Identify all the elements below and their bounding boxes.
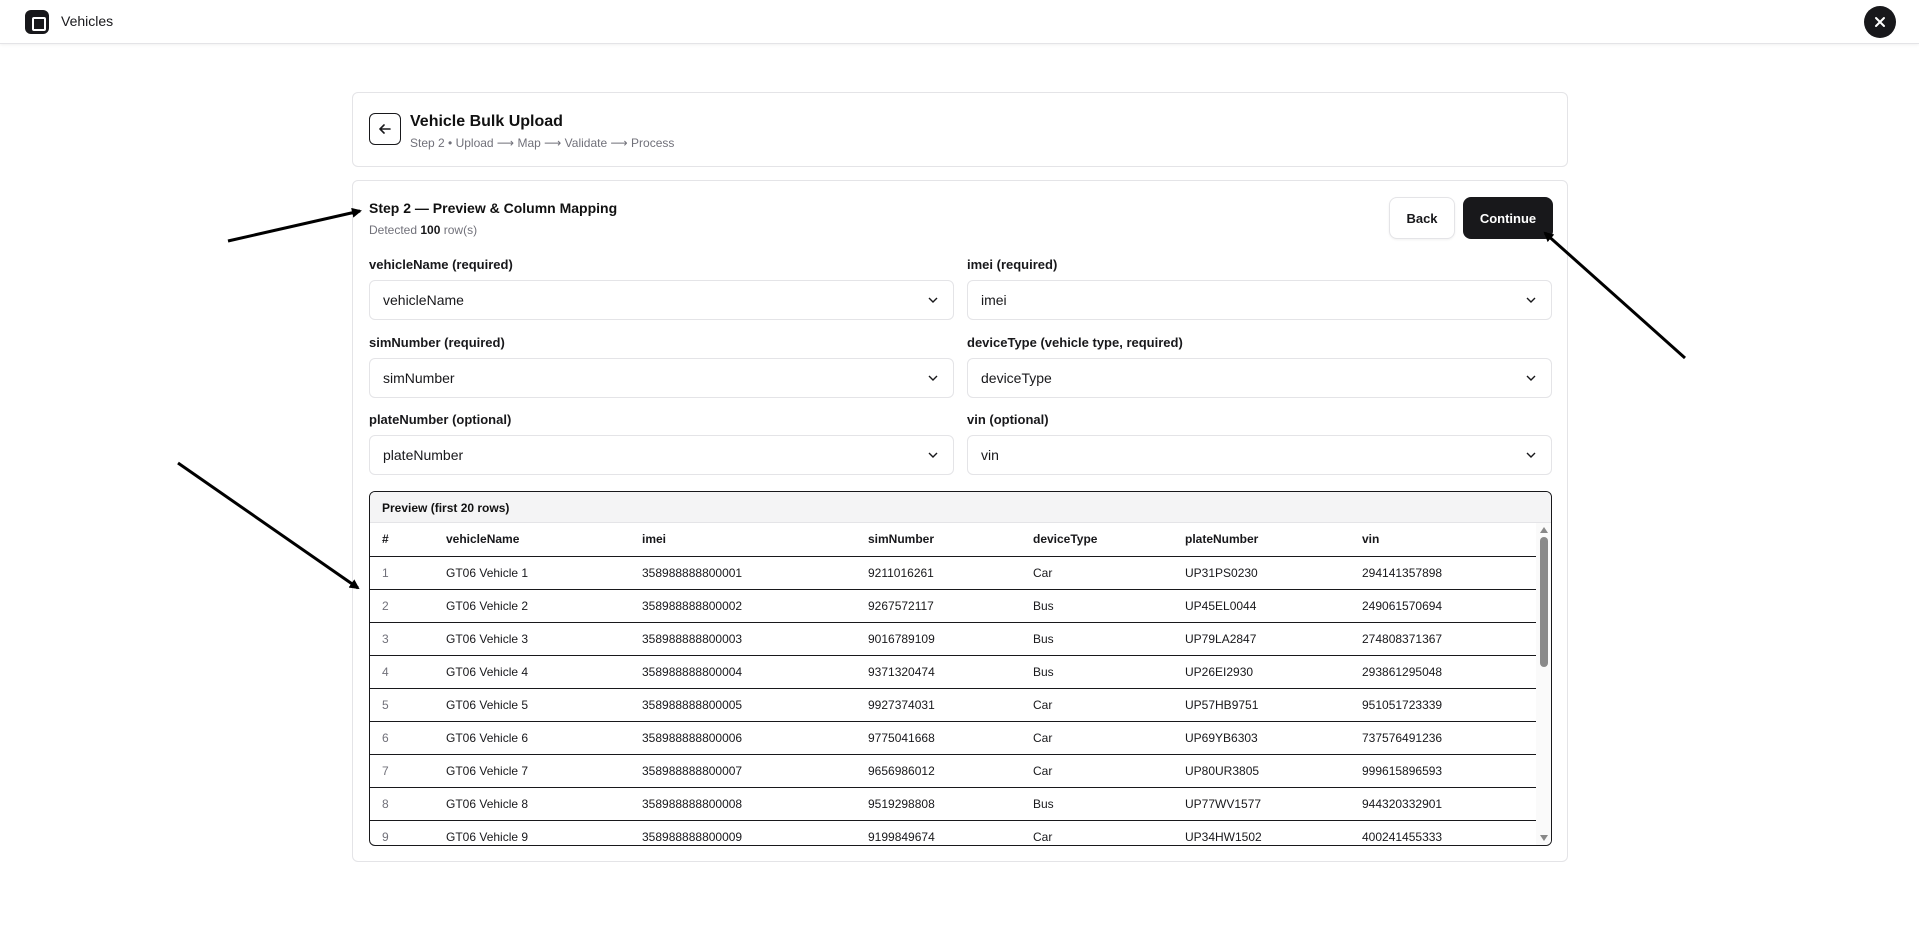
- table-cell: 9519298808: [856, 787, 1021, 820]
- table-cell: 249061570694: [1350, 589, 1536, 622]
- row-index-cell: 7: [370, 754, 434, 787]
- table-cell: GT06 Vehicle 6: [434, 721, 630, 754]
- mapping-card: [352, 180, 1568, 862]
- table-cell: 358988888800006: [630, 721, 856, 754]
- table-cell: 9775041668: [856, 721, 1021, 754]
- preview-header: [370, 492, 1551, 523]
- table-row: [370, 622, 1536, 655]
- field-label-simnumber: simNumber (required): [369, 335, 505, 350]
- chevron-down-icon: [1525, 449, 1537, 461]
- close-button[interactable]: [1864, 6, 1896, 38]
- field-label-vin: vin (optional): [967, 412, 1049, 427]
- table-cell: GT06 Vehicle 7: [434, 754, 630, 787]
- field-label-platenumber: plateNumber (optional): [369, 412, 512, 427]
- close-icon: [1874, 16, 1886, 28]
- table-cell: 9199849674: [856, 820, 1021, 845]
- preview-panel: [369, 491, 1552, 846]
- table-cell: UP26EI2930: [1173, 655, 1350, 688]
- table-row: [370, 787, 1536, 820]
- table-cell: 737576491236: [1350, 721, 1536, 754]
- table-cell: GT06 Vehicle 8: [434, 787, 630, 820]
- row-index-cell: 6: [370, 721, 434, 754]
- select-value: deviceType: [981, 370, 1052, 386]
- table-cell: 9927374031: [856, 688, 1021, 721]
- preview-title: Preview (first 20 rows): [382, 501, 510, 515]
- detected-prefix: Detected: [369, 223, 418, 237]
- table-cell: 358988888800009: [630, 820, 856, 845]
- row-index-cell: 5: [370, 688, 434, 721]
- table-cell: UP57HB9751: [1173, 688, 1350, 721]
- app-title: Vehicles: [61, 13, 114, 29]
- row-index-cell: 2: [370, 589, 434, 622]
- page-title: Vehicle Bulk Upload: [410, 113, 563, 130]
- scrollbar[interactable]: [1536, 523, 1552, 845]
- column-header: plateNumber: [1173, 523, 1350, 556]
- arrow-to-step-title: [228, 211, 360, 241]
- back-arrow-button[interactable]: [369, 113, 401, 145]
- arrow-left-icon: [378, 122, 392, 136]
- continue-button[interactable]: Continue: [1463, 197, 1553, 239]
- select-value: vehicleName: [383, 292, 464, 308]
- table-cell: 358988888800005: [630, 688, 856, 721]
- select-vin[interactable]: [967, 435, 1552, 475]
- table-row: [370, 655, 1536, 688]
- table-cell: Car: [1021, 688, 1173, 721]
- table-cell: 9267572117: [856, 589, 1021, 622]
- table-cell: 358988888800007: [630, 754, 856, 787]
- column-header: imei: [630, 523, 856, 556]
- page-subtitle: Step 2 • Upload ⟶ Map ⟶ Validate ⟶ Process: [410, 136, 675, 150]
- table-cell: UP77WV1577: [1173, 787, 1350, 820]
- table-cell: 294141357898: [1350, 556, 1536, 589]
- app-logo-icon: [25, 10, 49, 34]
- table-cell: UP69YB6303: [1173, 721, 1350, 754]
- chevron-down-icon: [927, 294, 939, 306]
- table-cell: GT06 Vehicle 3: [434, 622, 630, 655]
- table-cell: GT06 Vehicle 5: [434, 688, 630, 721]
- table-cell: 9656986012: [856, 754, 1021, 787]
- table-row: [370, 688, 1536, 721]
- table-cell: UP80UR3805: [1173, 754, 1350, 787]
- top-bar: [0, 0, 1919, 44]
- table-cell: Bus: [1021, 655, 1173, 688]
- table-cell: Car: [1021, 820, 1173, 845]
- chevron-down-icon: [927, 372, 939, 384]
- header-card: [352, 92, 1568, 167]
- table-cell: 293861295048: [1350, 655, 1536, 688]
- chevron-down-icon: [1525, 372, 1537, 384]
- table-row: [370, 754, 1536, 787]
- detected-suffix: row(s): [443, 223, 478, 237]
- table-cell: 9016789109: [856, 622, 1021, 655]
- table-row: [370, 556, 1536, 589]
- detected-rows: [369, 223, 477, 237]
- column-header: #: [370, 523, 434, 556]
- field-label-imei: imei (required): [967, 257, 1058, 272]
- table-cell: Bus: [1021, 787, 1173, 820]
- table-cell: UP79LA2847: [1173, 622, 1350, 655]
- select-value: imei: [981, 292, 1007, 308]
- table-cell: 944320332901: [1350, 787, 1536, 820]
- column-header: vin: [1350, 523, 1536, 556]
- arrow-to-preview-table: [178, 463, 358, 588]
- table-row: [370, 820, 1536, 845]
- row-index-cell: 8: [370, 787, 434, 820]
- table-cell: 999615896593: [1350, 754, 1536, 787]
- preview-table-scroll[interactable]: [370, 523, 1536, 845]
- select-value: vin: [981, 447, 999, 463]
- select-simnumber[interactable]: [369, 358, 954, 398]
- row-index-cell: 1: [370, 556, 434, 589]
- field-label-vehiclename: vehicleName (required): [369, 257, 513, 272]
- row-index-cell: 9: [370, 820, 434, 845]
- table-cell: UP45EL0044: [1173, 589, 1350, 622]
- select-platenumber[interactable]: [369, 435, 954, 475]
- column-header: simNumber: [856, 523, 1021, 556]
- field-label-devicetype: deviceType (vehicle type, required): [967, 335, 1183, 350]
- table-cell: GT06 Vehicle 2: [434, 589, 630, 622]
- preview-table: [370, 523, 1536, 845]
- table-cell: GT06 Vehicle 9: [434, 820, 630, 845]
- scroll-up-icon[interactable]: [1540, 527, 1548, 533]
- column-header: vehicleName: [434, 523, 630, 556]
- table-cell: GT06 Vehicle 1: [434, 556, 630, 589]
- step-title: Step 2 — Preview & Column Mapping: [369, 200, 618, 216]
- table-cell: 274808371367: [1350, 622, 1536, 655]
- table-header-row: [370, 523, 1536, 556]
- table-cell: 358988888800003: [630, 622, 856, 655]
- table-cell: 358988888800004: [630, 655, 856, 688]
- detected-count: 100: [420, 223, 441, 237]
- table-cell: 9371320474: [856, 655, 1021, 688]
- table-cell: Bus: [1021, 622, 1173, 655]
- table-cell: 9211016261: [856, 556, 1021, 589]
- table-row: [370, 721, 1536, 754]
- select-value: plateNumber: [383, 447, 464, 463]
- table-body: [370, 556, 1536, 845]
- table-cell: GT06 Vehicle 4: [434, 655, 630, 688]
- row-index-cell: 3: [370, 622, 434, 655]
- table-cell: 358988888800001: [630, 556, 856, 589]
- column-header: deviceType: [1021, 523, 1173, 556]
- table-cell: UP34HW1502: [1173, 820, 1350, 845]
- table-cell: Car: [1021, 721, 1173, 754]
- select-devicetype[interactable]: [967, 358, 1552, 398]
- select-value: simNumber: [383, 370, 455, 386]
- scroll-down-icon[interactable]: [1540, 835, 1548, 841]
- table-cell: 358988888800002: [630, 589, 856, 622]
- select-imei[interactable]: [967, 280, 1552, 320]
- table-cell: Bus: [1021, 589, 1173, 622]
- table-cell: 358988888800008: [630, 787, 856, 820]
- table-cell: 951051723339: [1350, 688, 1536, 721]
- scrollbar-thumb[interactable]: [1540, 537, 1548, 667]
- table-cell: Car: [1021, 754, 1173, 787]
- select-vehiclename[interactable]: [369, 280, 954, 320]
- table-row: [370, 589, 1536, 622]
- table-cell: 400241455333: [1350, 820, 1536, 845]
- chevron-down-icon: [1525, 294, 1537, 306]
- row-index-cell: 4: [370, 655, 434, 688]
- back-button[interactable]: Back: [1389, 197, 1455, 239]
- table-cell: UP31PS0230: [1173, 556, 1350, 589]
- table-cell: Car: [1021, 556, 1173, 589]
- chevron-down-icon: [927, 449, 939, 461]
